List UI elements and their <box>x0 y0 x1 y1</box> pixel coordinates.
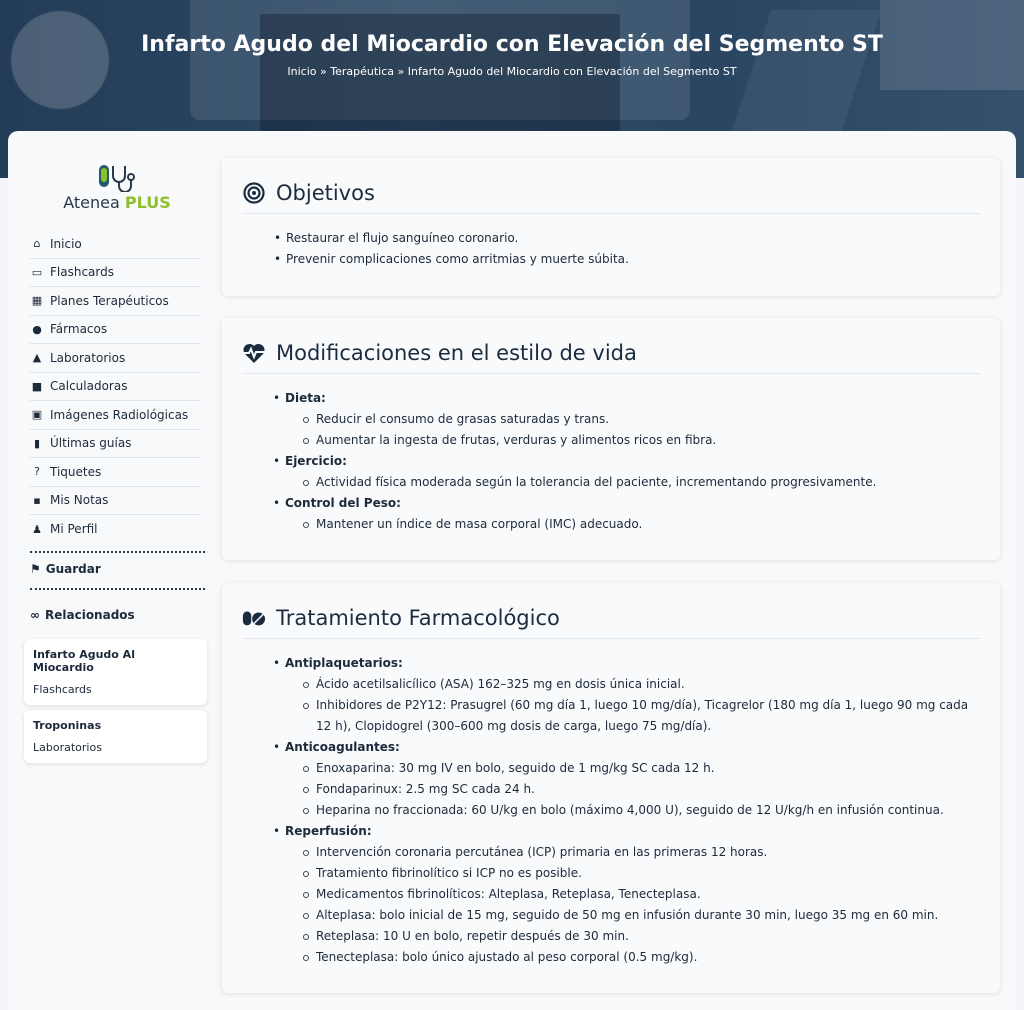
list-item: Aumentar la ingesta de frutas, verduras y alimentos ricos en fibra. <box>303 430 980 451</box>
breadcrumb-separator: » <box>397 65 405 78</box>
breadcrumb-current: Infarto Agudo del Miocardio con Elevación del Segmento ST <box>407 65 737 78</box>
list-item: Mantener un índice de masa corporal (IMC) adecuado. <box>303 514 980 535</box>
question-icon: ? <box>34 465 40 479</box>
breadcrumb <box>0 65 1024 78</box>
note-icon: ▪ <box>33 493 41 507</box>
treatment-list <box>273 653 980 968</box>
hospital-icon: ▦ <box>31 294 43 308</box>
file-icon: ▮ <box>33 436 41 450</box>
sidebar-item-label: Tiquetes <box>50 464 102 479</box>
sidebar-item-imagenes[interactable] <box>30 401 200 430</box>
objectives-list <box>274 228 980 270</box>
stethoscope-logo-icon <box>97 162 137 192</box>
target-icon <box>242 182 266 204</box>
divider <box>30 588 205 590</box>
sidebar-item-perfil[interactable] <box>30 515 200 544</box>
pills-icon <box>242 608 266 628</box>
sidebar-item-label: Inicio <box>50 236 82 251</box>
lifestyle-list <box>273 388 980 535</box>
list-item: • Prevenir complicaciones como arritmias y muerte súbita. <box>274 249 980 270</box>
sidebar-item-label: Laboratorios <box>50 350 126 365</box>
sidebar-item-label: Fármacos <box>50 322 108 337</box>
logo-text: Atenea PLUS <box>63 193 171 212</box>
list-item: Fondaparinux: 2.5 mg SC cada 24 h. <box>303 779 980 800</box>
list-item: • Dieta: Reducir el consumo de grasas saturadas y trans. Aumentar la ingesta de frutas, verduras y alimentos ricos en fibra. <box>273 388 980 451</box>
sidebar-item-label: Imágenes Radiológicas <box>50 407 189 422</box>
divider <box>30 551 205 553</box>
section-estilo-de-vida <box>222 318 1000 560</box>
sidebar-item-planes[interactable] <box>30 287 200 316</box>
sidebar-item-guias[interactable] <box>30 430 200 459</box>
cards-icon: ▭ <box>31 265 43 279</box>
sidebar-item-laboratorios[interactable] <box>30 344 200 373</box>
list-item: Inhibidores de P2Y12: Prasugrel (60 mg día 1, luego 10 mg/día), Ticagrelor (180 mg día 1, luego 90 mg cada 12 h), Clopidogrel (300–600 mg dosis de carga, luego 75 mg/día). <box>303 695 980 737</box>
list-item: Medicamentos fibrinolíticos: Alteplasa, Reteplasa, Tenecteplasa. <box>303 884 980 905</box>
sidebar-item-notas[interactable] <box>30 487 200 516</box>
list-item: • Anticoagulantes: Enoxaparina: 30 mg IV en bolo, seguido de 1 mg/kg SC cada 12 h. Fondaparinux: 2.5 mg SC cada 24 h. Heparina no fraccionada: 60 U/kg en bolo (máximo 4,000 U), seguido de 12 U/kg/h en infusión continua. <box>273 737 980 821</box>
list-item: Actividad física moderada según la tolerancia del paciente, incrementando progresivamente. <box>303 472 980 493</box>
list-item: Heparina no fraccionada: 60 U/kg en bolo (máximo 4,000 U), seguido de 12 U/kg/h en infusión continua. <box>303 800 980 821</box>
sidebar-item-inicio[interactable] <box>30 230 200 259</box>
breadcrumb-link-inicio[interactable]: Inicio <box>287 65 317 78</box>
list-item: Intervención coronaria percutánea (ICP) primaria en las primeras 12 horas. <box>303 842 980 863</box>
related-card-title: Troponinas <box>33 719 102 732</box>
section-title: Tratamiento Farmacológico <box>242 603 980 639</box>
sidebar-item-label: Flashcards <box>50 265 114 280</box>
related-card-title: Infarto Agudo Al Miocardio <box>33 648 135 674</box>
sidebar-item-tiquetes[interactable] <box>30 458 200 487</box>
list-item: Ácido acetilsalicílico (ASA) 162–325 mg en dosis única inicial. <box>303 674 980 695</box>
sidebar-item-label: Planes Terapéuticos <box>50 293 169 308</box>
list-item: • Restaurar el flujo sanguíneo coronario. <box>274 228 980 249</box>
heartbeat-icon <box>242 342 266 364</box>
sidebar-item-label: Últimas guías <box>50 436 132 451</box>
home-icon: ⌂ <box>33 237 41 251</box>
bookmark-icon: ⚑ <box>30 562 41 576</box>
related-card[interactable] <box>24 710 207 763</box>
flask-icon: ▲ <box>32 351 42 365</box>
section-objetivos <box>222 158 1000 296</box>
page-title: Infarto Agudo del Miocardio con Elevación del Segmento ST <box>141 32 883 57</box>
link-icon: ∞ <box>30 608 40 622</box>
related-card-type: Flashcards <box>33 683 92 696</box>
breadcrumb-separator: » <box>320 65 327 78</box>
list-item: • Reperfusión: Intervención coronaria percutánea (ICP) primaria en las primeras 12 horas. Tratamiento fibrinolítico si ICP no es posible. Medicamentos fibrinolíticos: Alteplasa, Reteplasa, Tenecteplasa. Alteplasa: bolo inicial de 15 mg, seguido de 50 mg en infusión durante 30 min, luego 35 mg en 60 min. Reteplasa: 10 U en bolo, repetir después de 30 min. Tenecteplasa: bolo único ajustado al peso corporal (0.5 mg/kg). <box>273 821 980 968</box>
calculator-icon: ■ <box>31 379 43 393</box>
list-item: Reteplasa: 10 U en bolo, repetir después de 30 min. <box>303 926 980 947</box>
related-heading: ∞ Relacionados <box>30 608 135 622</box>
list-item: Alteplasa: bolo inicial de 15 mg, seguido de 50 mg en infusión durante 30 min, luego 35 mg en 60 min. <box>303 905 980 926</box>
sidebar-item-label: Calculadoras <box>50 379 128 394</box>
save-button[interactable]: ⚑ Guardar <box>30 562 101 576</box>
list-item: • Ejercicio: Actividad física moderada según la tolerancia del paciente, incrementando progresivamente. <box>273 451 980 493</box>
sidebar-nav <box>30 230 200 544</box>
sidebar-item-flashcards[interactable] <box>30 259 200 288</box>
sidebar-item-label: Mi Perfil <box>50 522 98 537</box>
list-item: • Antiplaquetarios: Ácido acetilsalicílico (ASA) 162–325 mg en dosis única inicial. Inhibidores de P2Y12: Prasugrel (60 mg día 1, luego 10 mg/día), Ticagrelor (180 mg día 1, luego 90 mg cada 12 h), Clopidogrel (300–600 mg dosis de carga, luego 75 mg/día). <box>273 653 980 737</box>
image-icon: ▣ <box>31 408 43 422</box>
list-item: Tratamiento fibrinolítico si ICP no es posible. <box>303 863 980 884</box>
list-item: Tenecteplasa: bolo único ajustado al peso corporal (0.5 mg/kg). <box>303 947 980 968</box>
list-item: Enoxaparina: 30 mg IV en bolo, seguido de 1 mg/kg SC cada 12 h. <box>303 758 980 779</box>
sidebar-item-label: Mis Notas <box>50 493 109 508</box>
user-icon: ♟ <box>32 522 42 536</box>
section-tratamiento <box>222 583 1000 993</box>
logo[interactable] <box>62 162 172 210</box>
pills-icon: ● <box>32 322 42 336</box>
related-card[interactable] <box>24 639 207 705</box>
section-title: Objetivos <box>242 178 980 214</box>
related-card-type: Laboratorios <box>33 741 102 754</box>
list-item: Reducir el consumo de grasas saturadas y trans. <box>303 409 980 430</box>
sidebar-item-farmacos[interactable] <box>30 316 200 345</box>
list-item: • Control del Peso: Mantener un índice de masa corporal (IMC) adecuado. <box>273 493 980 535</box>
breadcrumb-link-terapeutica[interactable]: Terapéutica <box>330 65 394 78</box>
sidebar-item-calculadoras[interactable] <box>30 373 200 402</box>
section-title: Modificaciones en el estilo de vida <box>242 338 980 374</box>
